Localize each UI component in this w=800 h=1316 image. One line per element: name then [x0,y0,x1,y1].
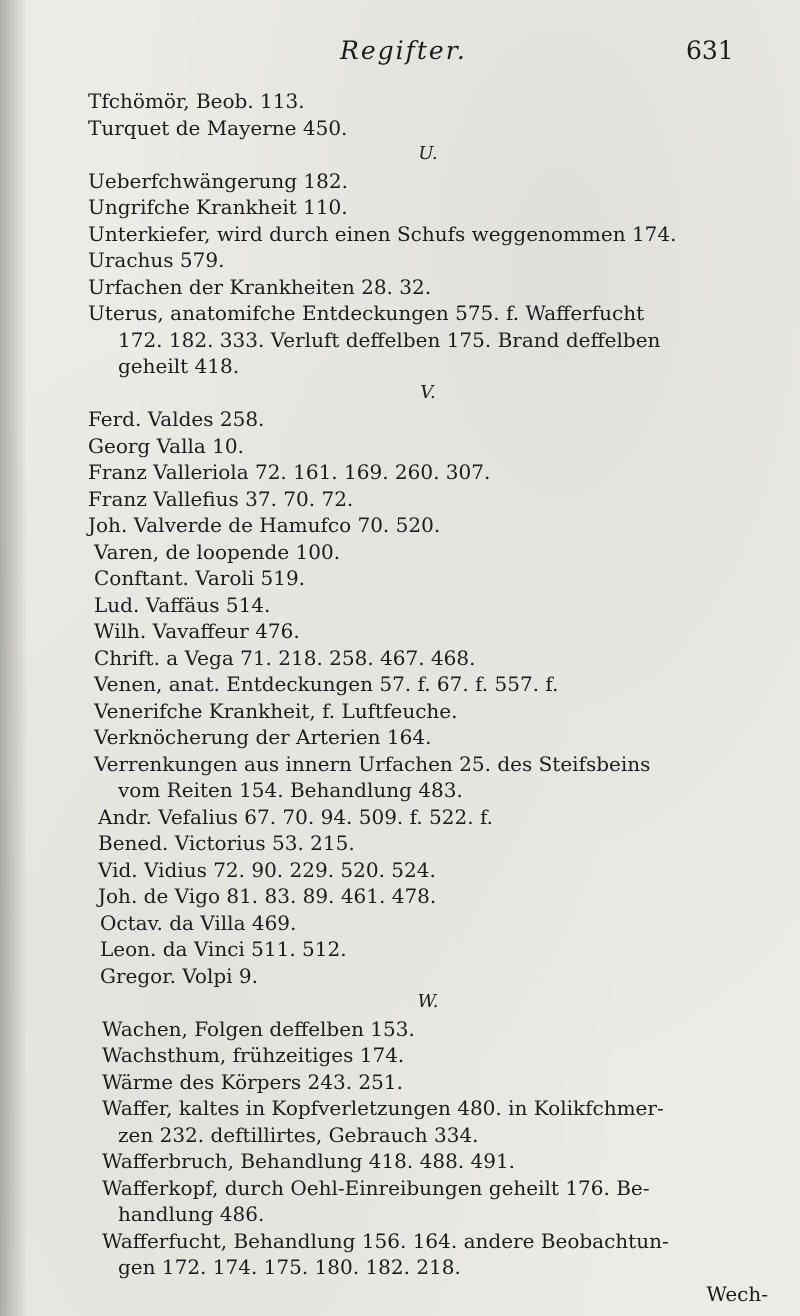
index-entry: Conftant. Varoli 519. [94,566,306,590]
index-entry: Ueberfchwängerung 182. [88,168,348,193]
index-entry: Turquet de Mayerne 450. [88,115,348,140]
register-index-list [88,88,768,1307]
index-entry: Varen, de loopende 100. [94,539,341,564]
index-entry: Tfchömör, Beob. 113. [88,89,305,113]
index-entry: Vid. Vidius 72. 90. 229. 520. 524. [98,857,436,882]
index-entry: Venen, anat. Entdeckungen 57. f. 67. f. 557. f. [94,672,559,696]
index-entry: Venerifche Krankheit, f. Luftfeuche. [94,698,458,723]
index-entry: Lud. Vaffäus 514. [94,592,271,617]
index-entry: Urfachen der Krankheiten 28. 32. [88,274,432,299]
index-entry: Wafferfucht, Behandlung 156. 164. andere Beobachtun- [102,1228,669,1253]
index-entry: Gregor. Volpi 9. [100,963,258,988]
index-entry: Wafferbruch, Behandlung 418. 488. 491. [102,1149,516,1173]
page-gutter-shadow [0,0,28,1316]
index-entry: Andr. Vefalius 67. 70. 94. 509. f. 522. f. [98,804,493,829]
index-entry: Wärme des Körpers 243. 251. [102,1069,403,1094]
index-entry-continuation: zen 232. deftillirtes, Gebrauch 334. [118,1122,479,1147]
index-entry: Wachsthum, frühzeitiges 174. [102,1043,405,1067]
index-entry: Ferd. Valdes 258. [88,407,265,431]
index-entry: Franz Vallefius 37. 70. 72. [88,486,354,511]
index-entry: Octav. da Villa 469. [100,910,297,935]
index-entry-continuation: gen 172. 174. 175. 180. 182. 218. [118,1255,461,1279]
catchword: Wech- [706,1281,768,1306]
page-number: 631 [686,36,734,65]
index-entry: Chrift. a Vega 71. 218. 258. 467. 468. [94,645,476,670]
index-entry: Verknöcherung der Arterien 164. [94,725,432,749]
index-entry-continuation: 172. 182. 333. Verluft deffelben 175. Brand deffelben [118,327,661,352]
index-entry: Georg Valla 10. [88,433,244,458]
index-entry: Wilh. Vavaffeur 476. [94,619,300,643]
index-entry: Uterus, anatomifche Entdeckungen 575. f. Wafferfucht [88,301,645,325]
index-entry: Joh. Valverde de Hamufco 70. 520. [88,513,441,537]
section-letter-heading: V. [420,381,436,403]
running-header [0,30,800,70]
index-entry: Leon. da Vinci 511. 512. [100,937,347,961]
section-letter-heading: U. [418,143,438,164]
index-entry-continuation: vom Reiten 154. Behandlung 483. [118,778,463,802]
index-entry-continuation: handlung 486. [118,1202,265,1226]
index-entry-continuation: geheilt 418. [118,354,240,378]
index-entry: Waffer, kaltes in Kopfverletzungen 480. in Kolikfchmer- [102,1096,664,1120]
section-letter-heading: W. [417,991,439,1012]
index-entry: Verrenkungen aus innern Urfachen 25. des Steifsbeins [94,751,651,776]
index-entry: Joh. de Vigo 81. 83. 89. 461. 478. [98,884,437,908]
running-title: Regifter. [340,36,467,65]
index-entry: Ungrifche Krankheit 110. [88,195,348,219]
index-entry: Wafferkopf, durch Oehl-Einreibungen geheilt 176. Be- [102,1175,650,1200]
index-entry: Bened. Victorius 53. 215. [98,831,355,855]
index-entry: Urachus 579. [88,248,225,272]
index-entry: Unterkiefer, wird durch einen Schufs weggenommen 174. [88,221,677,246]
index-entry: Wachen, Folgen deffelben 153. [102,1016,415,1041]
index-entry: Franz Valleriola 72. 161. 169. 260. 307. [88,460,491,484]
